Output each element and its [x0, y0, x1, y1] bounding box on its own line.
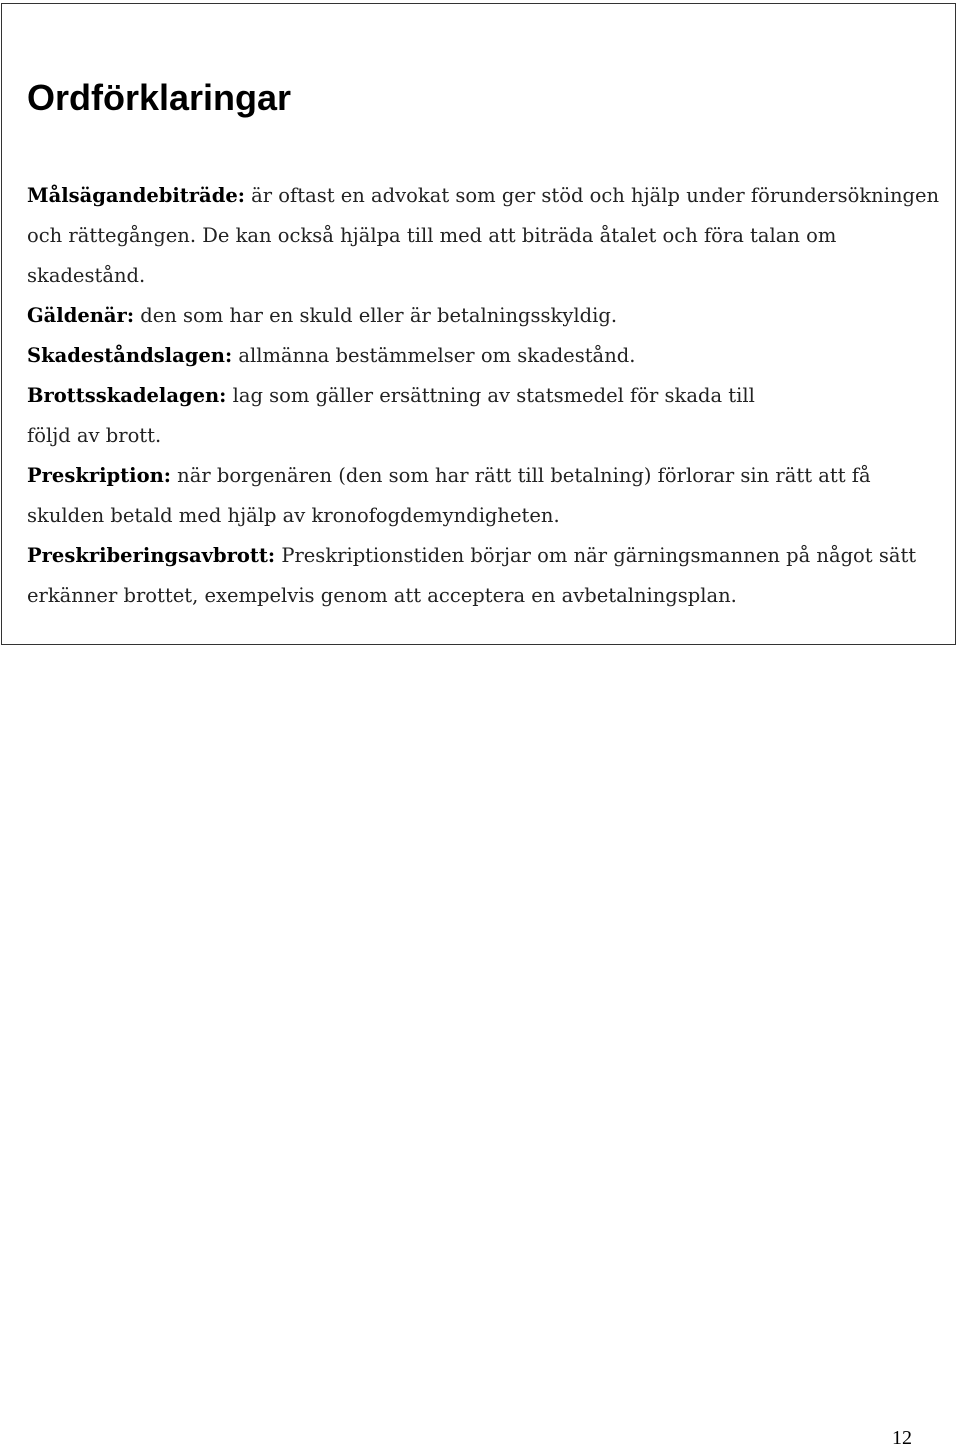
glossary-term: Preskriberingsavbrott: [27, 544, 276, 567]
glossary-entry-skadestandslagen [27, 336, 942, 376]
glossary-definition: Preskriptionstiden börjar om när gärningsmannen på något sätt erkänner brottet, exempelvis genom att acceptera en avbetalningsplan. [27, 544, 917, 607]
glossary-term: Målsägandebiträde: [27, 184, 245, 207]
glossary-definition-continuation: följd av brott. [27, 424, 162, 447]
glossary-list [27, 176, 942, 616]
glossary-definition: lag som gäller ersättning av statsmedel för skada till [232, 384, 755, 407]
glossary-entry-preskription [27, 456, 942, 536]
glossary-entry-galdenar [27, 296, 942, 336]
page-title: Ordförklaringar [27, 77, 292, 118]
glossary-definition: den som har en skuld eller är betalningsskyldig. [140, 304, 618, 327]
glossary-entry-preskriberingsavbrott [27, 536, 942, 616]
page-number: 12 [892, 1427, 912, 1449]
glossary-entry-brottsskadelagen [27, 376, 942, 456]
glossary-term: Gäldenär: [27, 304, 135, 327]
glossary-entry-malsagandebitrade [27, 176, 942, 296]
glossary-term: Brottsskadelagen: [27, 384, 227, 407]
glossary-definition: är oftast en advokat som ger stöd och hjälp under förundersökningen och rättegången. De kan också hjälpa till med att biträda åtalet och föra talan om skadestånd. [27, 184, 940, 287]
glossary-box [1, 3, 956, 645]
glossary-definition: när borgenären (den som har rätt till betalning) förlorar sin rätt att få skulden betald med hjälp av kronofogdemyndigheten. [27, 464, 871, 527]
glossary-term: Skadeståndslagen: [27, 344, 233, 367]
glossary-term: Preskription: [27, 464, 171, 487]
glossary-definition: allmänna bestämmelser om skadestånd. [238, 344, 636, 367]
